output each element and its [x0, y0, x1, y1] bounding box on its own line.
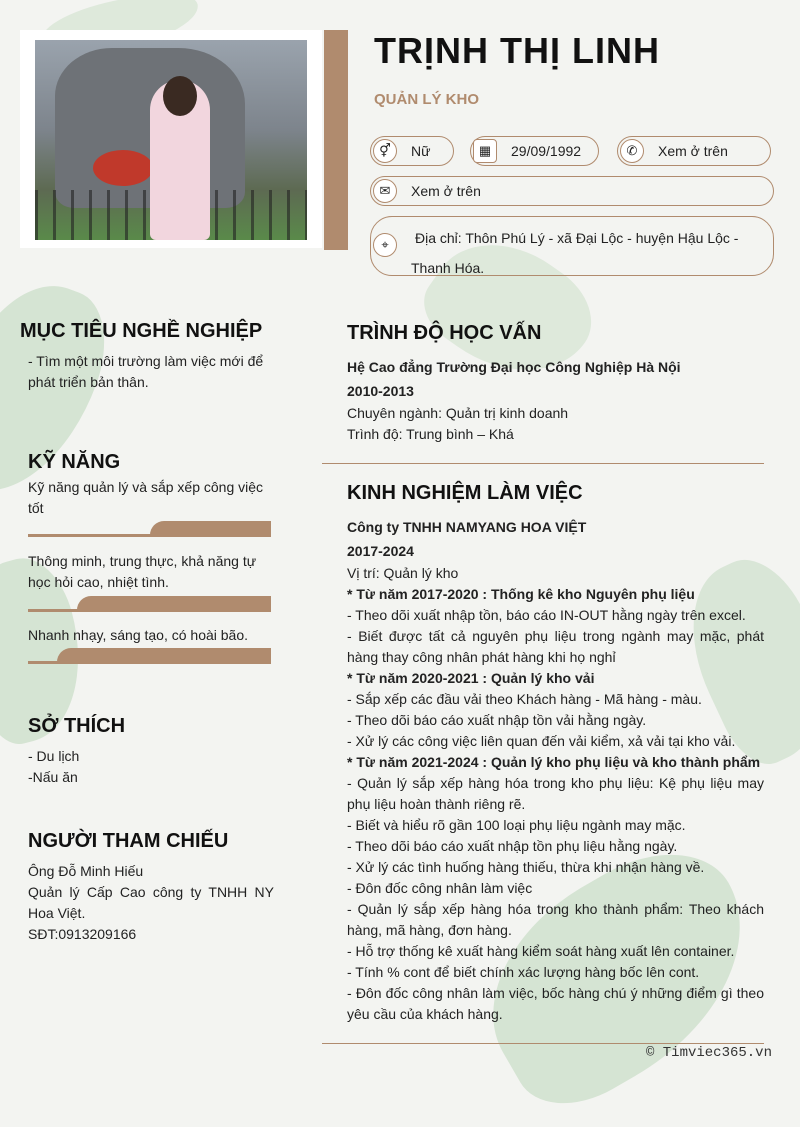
experience-line: * Từ năm 2021-2024 : Quản lý kho phụ liệu và kho thành phẩm	[347, 754, 761, 770]
objective-text: - Tìm một môi trường làm việc mới để phát triển bản thân.	[28, 353, 264, 390]
experience-line: - Hỗ trợ thống kê xuất hàng kiểm soát hàng xuất lên container.	[347, 943, 735, 959]
candidate-name: TRỊNH THỊ LINH	[374, 30, 660, 71]
experience-heading: KINH NGHIỆM LÀM VIỆC	[347, 482, 583, 504]
gender-field: ⚥ Nữ	[370, 136, 454, 166]
address-field: ⌖ Địa chỉ: Thôn Phú Lý - xã Đại Lộc - huyện Hậu Lộc - Thanh Hóa.	[370, 216, 774, 276]
experience-line: - Theo dõi xuất nhập tồn, báo cáo IN-OUT hằng ngày trên excel.	[347, 607, 746, 623]
skill-item: Nhanh nhạy, sáng tạo, có hoài bão.	[28, 627, 249, 643]
location-pin-icon: ⌖	[373, 233, 397, 257]
skill-level-bar	[28, 661, 271, 664]
section-divider	[322, 1043, 764, 1044]
skills-heading: KỸ NĂNG	[28, 451, 121, 473]
profile-photo-frame	[20, 30, 322, 248]
experience-line: - Theo dõi báo cáo xuất nhập tồn vải hằng ngày.	[347, 712, 647, 728]
education-school: Hệ Cao đẳng Trường Đại học Công Nghiệp Hà Nội	[347, 359, 681, 375]
experience-line: - Xử lý các công việc liên quan đến vải kiểm, xả vải tại kho vải.	[347, 733, 736, 749]
experience-line: - Quản lý sắp xếp hàng hóa trong kho phụ liệu: Kệ phụ liệu may phụ liệu hoàn thành riêng rẽ.	[347, 775, 764, 812]
gender-icon: ⚥	[373, 139, 397, 163]
section-divider	[322, 463, 764, 464]
hobbies-heading: SỞ THÍCH	[28, 715, 126, 737]
envelope-icon: ✉	[373, 179, 397, 203]
experience-line: - Theo dõi báo cáo xuất nhập tồn phụ liệu hằng ngày.	[347, 838, 678, 854]
experience-line: * Từ năm 2020-2021 : Quản lý kho vải	[347, 670, 595, 686]
phone-field: ✆ Xem ở trên	[617, 136, 771, 166]
reference-position: Quản lý Cấp Cao công ty TNHH NY Hoa Việt.	[28, 884, 274, 921]
experience-line: - Đôn đốc công nhân làm việc, bốc hàng chú ý những điểm gì theo yêu cầu của khách hàng.	[347, 985, 764, 1022]
reference-heading: NGƯỜI THAM CHIẾU	[28, 830, 229, 852]
reference-name: Ông Đỗ Minh Hiếu	[28, 863, 144, 879]
experience-line: - Biết được tất cả nguyên phụ liệu trong ngành may mặc, phát hàng thay công nhân phát hàng khi họ nghỉ	[347, 628, 764, 665]
experience-years: 2017-2024	[347, 543, 414, 559]
reference-phone: SĐT:0913209166	[28, 926, 137, 942]
job-title: QUẢN LÝ KHO	[374, 91, 479, 108]
objective-heading: MỤC TIÊU NGHỀ NGHIỆP	[20, 320, 263, 342]
experience-line: * Từ năm 2017-2020 : Thống kê kho Nguyên phụ liệu	[347, 586, 695, 602]
phone-icon: ✆	[620, 139, 644, 163]
email-field: ✉ Xem ở trên	[370, 176, 774, 206]
dob-field: ▦ 29/09/1992	[470, 136, 599, 166]
experience-line: - Sắp xếp các đầu vải theo Khách hàng - Mã hàng - màu.	[347, 691, 702, 707]
education-major: Chuyên ngành: Quản trị kinh doanh	[347, 405, 569, 421]
experience-line: - Tính % cont để biết chính xác lượng hàng bốc lên cont.	[347, 964, 700, 980]
experience-line: - Biết và hiểu rõ gần 100 loại phụ liệu ngành may mặc.	[347, 817, 686, 833]
hobby-item: -Nấu ăn	[28, 769, 78, 785]
footer-watermark: © Timviec365.vn	[645, 1045, 772, 1061]
education-years: 2010-2013	[347, 383, 414, 399]
experience-line: - Quản lý sắp xếp hàng hóa trong kho thành phẩm: Theo khách hàng, mã hàng, đơn hàng.	[347, 901, 764, 938]
skill-level-bar	[28, 609, 271, 612]
skill-level-bar	[28, 534, 271, 537]
skill-item: Kỹ năng quản lý và sắp xếp công việc tốt	[28, 479, 264, 516]
experience-details	[347, 584, 764, 1025]
experience-line: - Xử lý các tình huống hàng thiếu, thừa khi nhận hàng về.	[347, 859, 705, 875]
experience-company: Công ty TNHH NAMYANG HOA VIỆT	[347, 519, 587, 535]
hobby-item: - Du lịch	[28, 748, 80, 764]
experience-position: Vị trí: Quản lý kho	[347, 565, 459, 581]
experience-line: - Đôn đốc công nhân làm việc	[347, 880, 533, 896]
profile-photo	[35, 40, 307, 240]
skill-item: Thông minh, trung thực, khả năng tự học hỏi cao, nhiệt tình.	[28, 553, 257, 590]
calendar-icon: ▦	[473, 139, 497, 163]
education-grade: Trình độ: Trung bình – Khá	[347, 426, 514, 442]
accent-bar	[324, 30, 348, 250]
education-heading: TRÌNH ĐỘ HỌC VẤN	[347, 322, 542, 344]
